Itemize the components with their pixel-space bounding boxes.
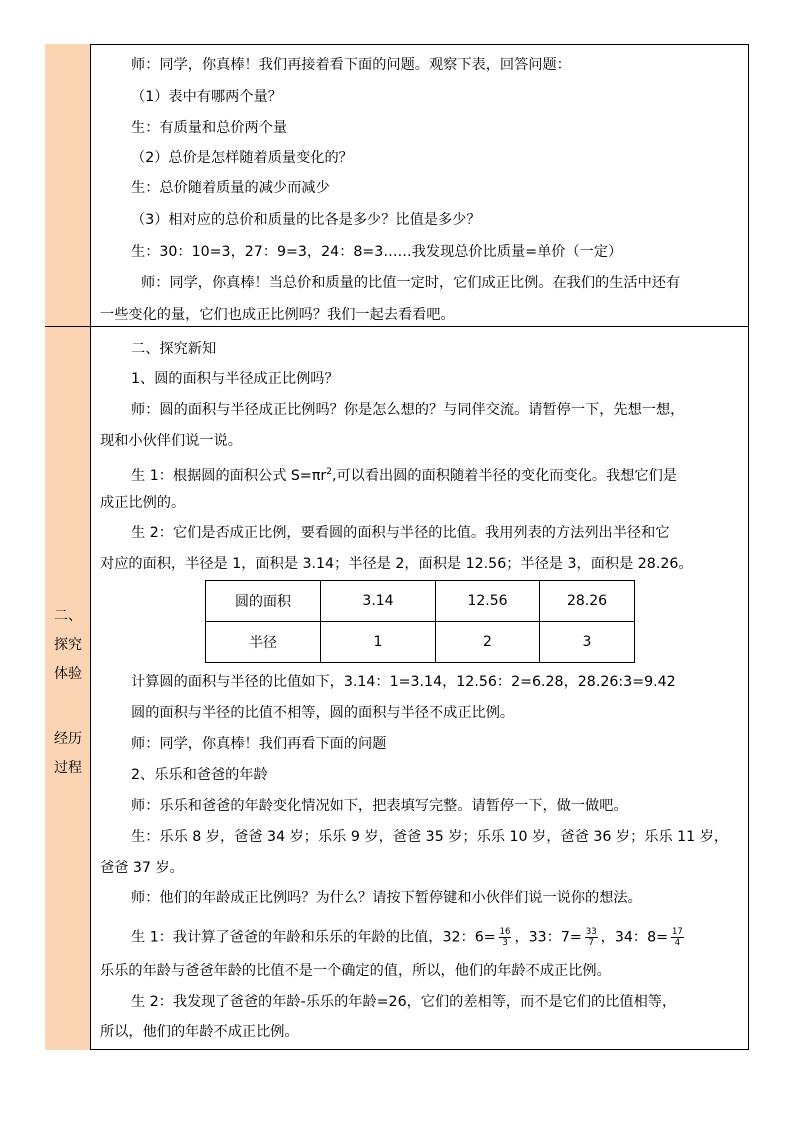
text-line: 师：同学，你真棒！我们再接着看下面的问题。观察下表，回答问题： xyxy=(131,57,571,73)
table-cell: 2 xyxy=(436,622,540,663)
text-line: 爸爸 37 岁。 xyxy=(100,860,184,876)
row-divider xyxy=(45,326,749,327)
circle-area-table xyxy=(205,580,635,663)
text-line: （2）总价是怎样随着质量变化的？ xyxy=(131,150,353,166)
text-line: 现和小伙伴们说一说。 xyxy=(100,433,242,449)
fraction: $\frac{33}{7}$ xyxy=(585,927,597,948)
text-line: 生：30：10=3，27：9=3，24：8=3……我发现总价比质量=单价（一定） xyxy=(131,244,623,260)
fraction: $\frac{16}{3}$ xyxy=(499,927,511,948)
table-cell: 圆的面积 xyxy=(206,581,321,622)
text-line: 生：有质量和总价两个量 xyxy=(131,120,288,136)
table-cell: 半径 xyxy=(206,622,321,663)
fraction: $\frac{17}{4}$ xyxy=(671,927,683,948)
table-row xyxy=(206,622,635,663)
text-line: 生 1：我计算了爸爸的年龄和乐乐的年龄的比值，32：6= $\frac{16}{3}$ ，33：7= $\frac{33}{7}$ ，34：8= $\frac{17}{4}$ xyxy=(131,927,683,948)
sidebar-label: 经历 xyxy=(54,731,82,747)
text-line: 师：乐乐和爸爸的年龄变化情况如下，把表填写完整。请暂停一下，做一做吧。 xyxy=(131,798,628,814)
table-cell: 3.14 xyxy=(321,581,436,622)
table-row xyxy=(206,581,635,622)
section-heading: 二、探究新知 xyxy=(131,341,217,357)
subsection-heading: 1、圆的面积与半径成正比例吗？ xyxy=(131,371,339,387)
text-line: 师：同学，你真棒！我们再看下面的问题 xyxy=(131,736,387,752)
text-line: 生：总价随着质量的减少而减少 xyxy=(131,180,330,196)
text-line: 计算圆的面积与半径的比值如下，3.14：1=3.14，12.56：2=6.28，28.26:3=9.42 xyxy=(131,674,676,690)
text-line: 师：同学，你真棒！当总价和质量的比值一定时，它们成正比例。在我们的生活中还有 xyxy=(141,275,681,291)
sidebar-column xyxy=(45,44,91,1050)
table-cell: 3 xyxy=(540,622,635,663)
text-line: （3）相对应的总价和质量的比各是多少？比值是多少？ xyxy=(131,212,481,228)
sidebar-label: 探究 xyxy=(54,637,82,653)
text-line: 乐乐的年龄与爸爸年龄的比值不是一个确定的值，所以，他们的年龄不成正比例。 xyxy=(100,963,611,979)
sidebar-label: 过程 xyxy=(54,760,82,776)
text-line: 师：他们的年龄成正比例吗？为什么？请按下暂停键和小伙伴们说一说你的想法。 xyxy=(131,890,642,906)
text-line: 一些变化的量，它们也成正比例吗？我们一起去看看吧。 xyxy=(100,307,455,323)
text-line: 所以，他们的年龄不成正比例。 xyxy=(100,1024,299,1040)
text-line: 生 1：根据圆的面积公式 $S=\pi r^2$,可以看出圆的面积随着半径的变化而变化。我想它们是 xyxy=(131,467,677,484)
table-cell: 12.56 xyxy=(436,581,540,622)
text-line: 生：乐乐 8 岁，爸爸 34 岁；乐乐 9 岁，爸爸 35 岁；乐乐 10 岁，爸爸 36 岁；乐乐 11 岁， xyxy=(131,829,729,845)
text-line: 圆的面积与半径的比值不相等，圆的面积与半径不成正比例。 xyxy=(131,705,515,721)
subsection-heading: 2、乐乐和爸爸的年龄 xyxy=(131,767,268,783)
text-line: 成正比例的。 xyxy=(100,495,186,511)
sidebar-label: 二、 xyxy=(54,608,82,624)
text-line: （1）表中有哪两个量？ xyxy=(131,89,282,105)
table-cell: 1 xyxy=(321,622,436,663)
text-line: 对应的面积，半径是 1，面积是 3.14；半径是 2，面积是 12.56；半径是 3，面积是 28.26。 xyxy=(100,556,693,572)
text-line: 生 2：它们是否成正比例，要看圆的面积与半径的比值。我用列表的方法列出半径和它 xyxy=(131,525,670,541)
text-line: 师：圆的面积与半径成正比例吗？你是怎么想的？与同伴交流。请暂停一下，先想一想， xyxy=(131,402,685,418)
text-line: 生 2：我发现了爸爸的年龄-乐乐的年龄=26，它们的差相等，而不是它们的比值相等， xyxy=(131,994,677,1010)
sidebar-label: 体验 xyxy=(54,666,82,682)
table-cell: 28.26 xyxy=(540,581,635,622)
